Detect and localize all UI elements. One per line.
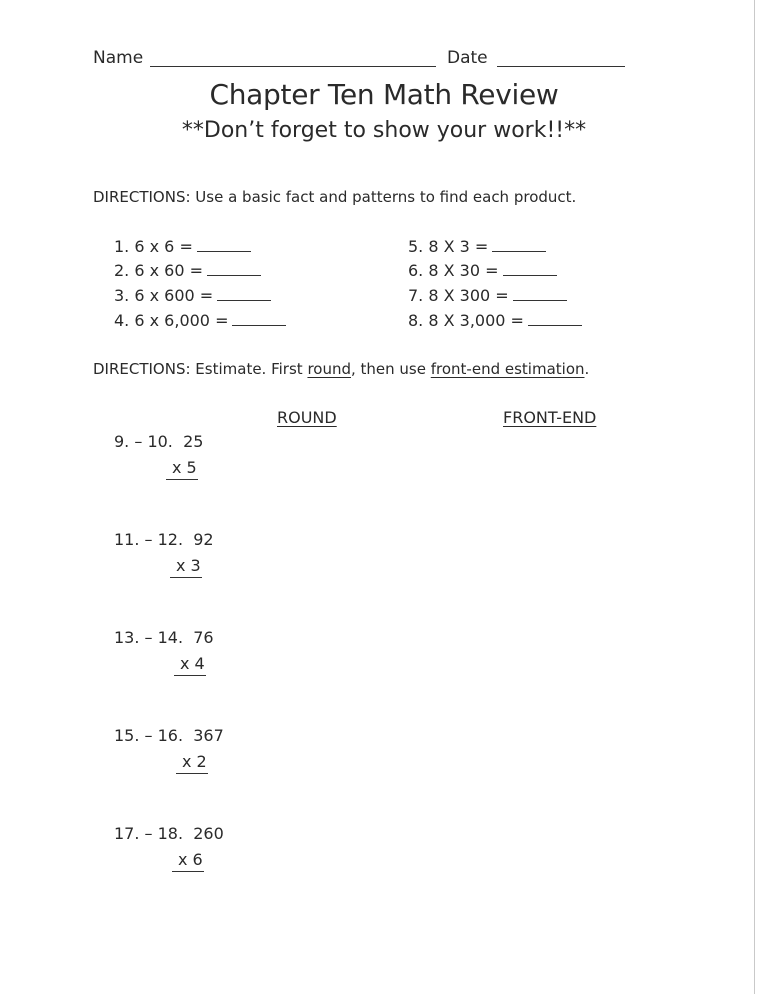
multiplier-row [166, 458, 198, 477]
problem-text: 8. 8 X 3,000 = [408, 311, 524, 330]
round-column-header: ROUND [277, 408, 337, 427]
answer-blank[interactable] [492, 241, 546, 252]
multiplier: x 2 [176, 752, 208, 774]
estimate-problem-label [114, 530, 214, 549]
problem-6 [408, 261, 557, 280]
multiplicand: 76 [193, 628, 214, 647]
problem-number: 13. – 14. [114, 628, 184, 647]
problem-text: 4. 6 x 6,000 = [114, 311, 229, 330]
answer-blank[interactable] [197, 241, 251, 252]
multiplier: x 3 [170, 556, 202, 578]
multiplicand: 92 [193, 530, 214, 549]
multiplier-row [170, 556, 202, 575]
estimate-problem-label [114, 432, 203, 451]
answer-blank[interactable] [528, 315, 582, 326]
front-end-column-header: FRONT-END [503, 408, 597, 427]
name-field[interactable] [150, 66, 436, 67]
answer-blank[interactable] [217, 290, 271, 301]
problem-4 [114, 311, 286, 330]
multiplicand: 367 [193, 726, 224, 745]
problem-text: 6. 8 X 30 = [408, 261, 499, 280]
multiplier-row [176, 752, 208, 771]
estimate-problem-label [114, 628, 214, 647]
estimate-problem-label [114, 726, 224, 745]
problem-number: 11. – 12. [114, 530, 184, 549]
multiplicand: 25 [183, 432, 204, 451]
page-subtitle: **Don’t forget to show your work!!** [181, 118, 587, 143]
problem-number: 9. – 10. [114, 432, 173, 451]
date-field[interactable] [497, 66, 625, 67]
multiplier: x 5 [166, 458, 198, 480]
problem-text: 2. 6 x 60 = [114, 261, 204, 280]
date-label: Date [447, 48, 488, 68]
problem-1 [114, 237, 251, 256]
problem-text: 7. 8 X 300 = [408, 286, 509, 305]
answer-blank[interactable] [232, 315, 286, 326]
problem-number: 17. – 18. [114, 824, 184, 843]
round-term: round [307, 360, 351, 378]
answer-blank[interactable] [513, 290, 567, 301]
multiplier: x 4 [174, 654, 206, 676]
problem-7 [408, 286, 567, 305]
problem-text: 5. 8 X 3 = [408, 237, 489, 256]
page-edge-line [754, 0, 755, 994]
multiplicand: 260 [193, 824, 224, 843]
problem-5 [408, 237, 546, 256]
directions-text: , then use [351, 360, 431, 378]
name-label: Name [93, 48, 144, 68]
directions-text: DIRECTIONS: Estimate. First [93, 360, 308, 378]
problem-text: 1. 6 x 6 = [114, 237, 193, 256]
problem-8 [408, 311, 582, 330]
problem-2 [114, 261, 261, 280]
answer-blank[interactable] [503, 265, 557, 276]
multiplier-row [174, 654, 206, 673]
directions-text: . [584, 360, 590, 378]
page-title: Chapter Ten Math Review [209, 78, 559, 111]
directions-basic-facts: DIRECTIONS: Use a basic fact and patterns to find each product. [93, 188, 577, 206]
front-end-term: front-end estimation [430, 360, 585, 378]
answer-blank[interactable] [207, 265, 261, 276]
multiplier: x 6 [172, 850, 204, 872]
problem-text: 3. 6 x 600 = [114, 286, 214, 305]
problem-3 [114, 286, 271, 305]
problem-number: 15. – 16. [114, 726, 184, 745]
directions-estimate [93, 360, 589, 378]
estimate-problem-label [114, 824, 224, 843]
multiplier-row [172, 850, 204, 869]
